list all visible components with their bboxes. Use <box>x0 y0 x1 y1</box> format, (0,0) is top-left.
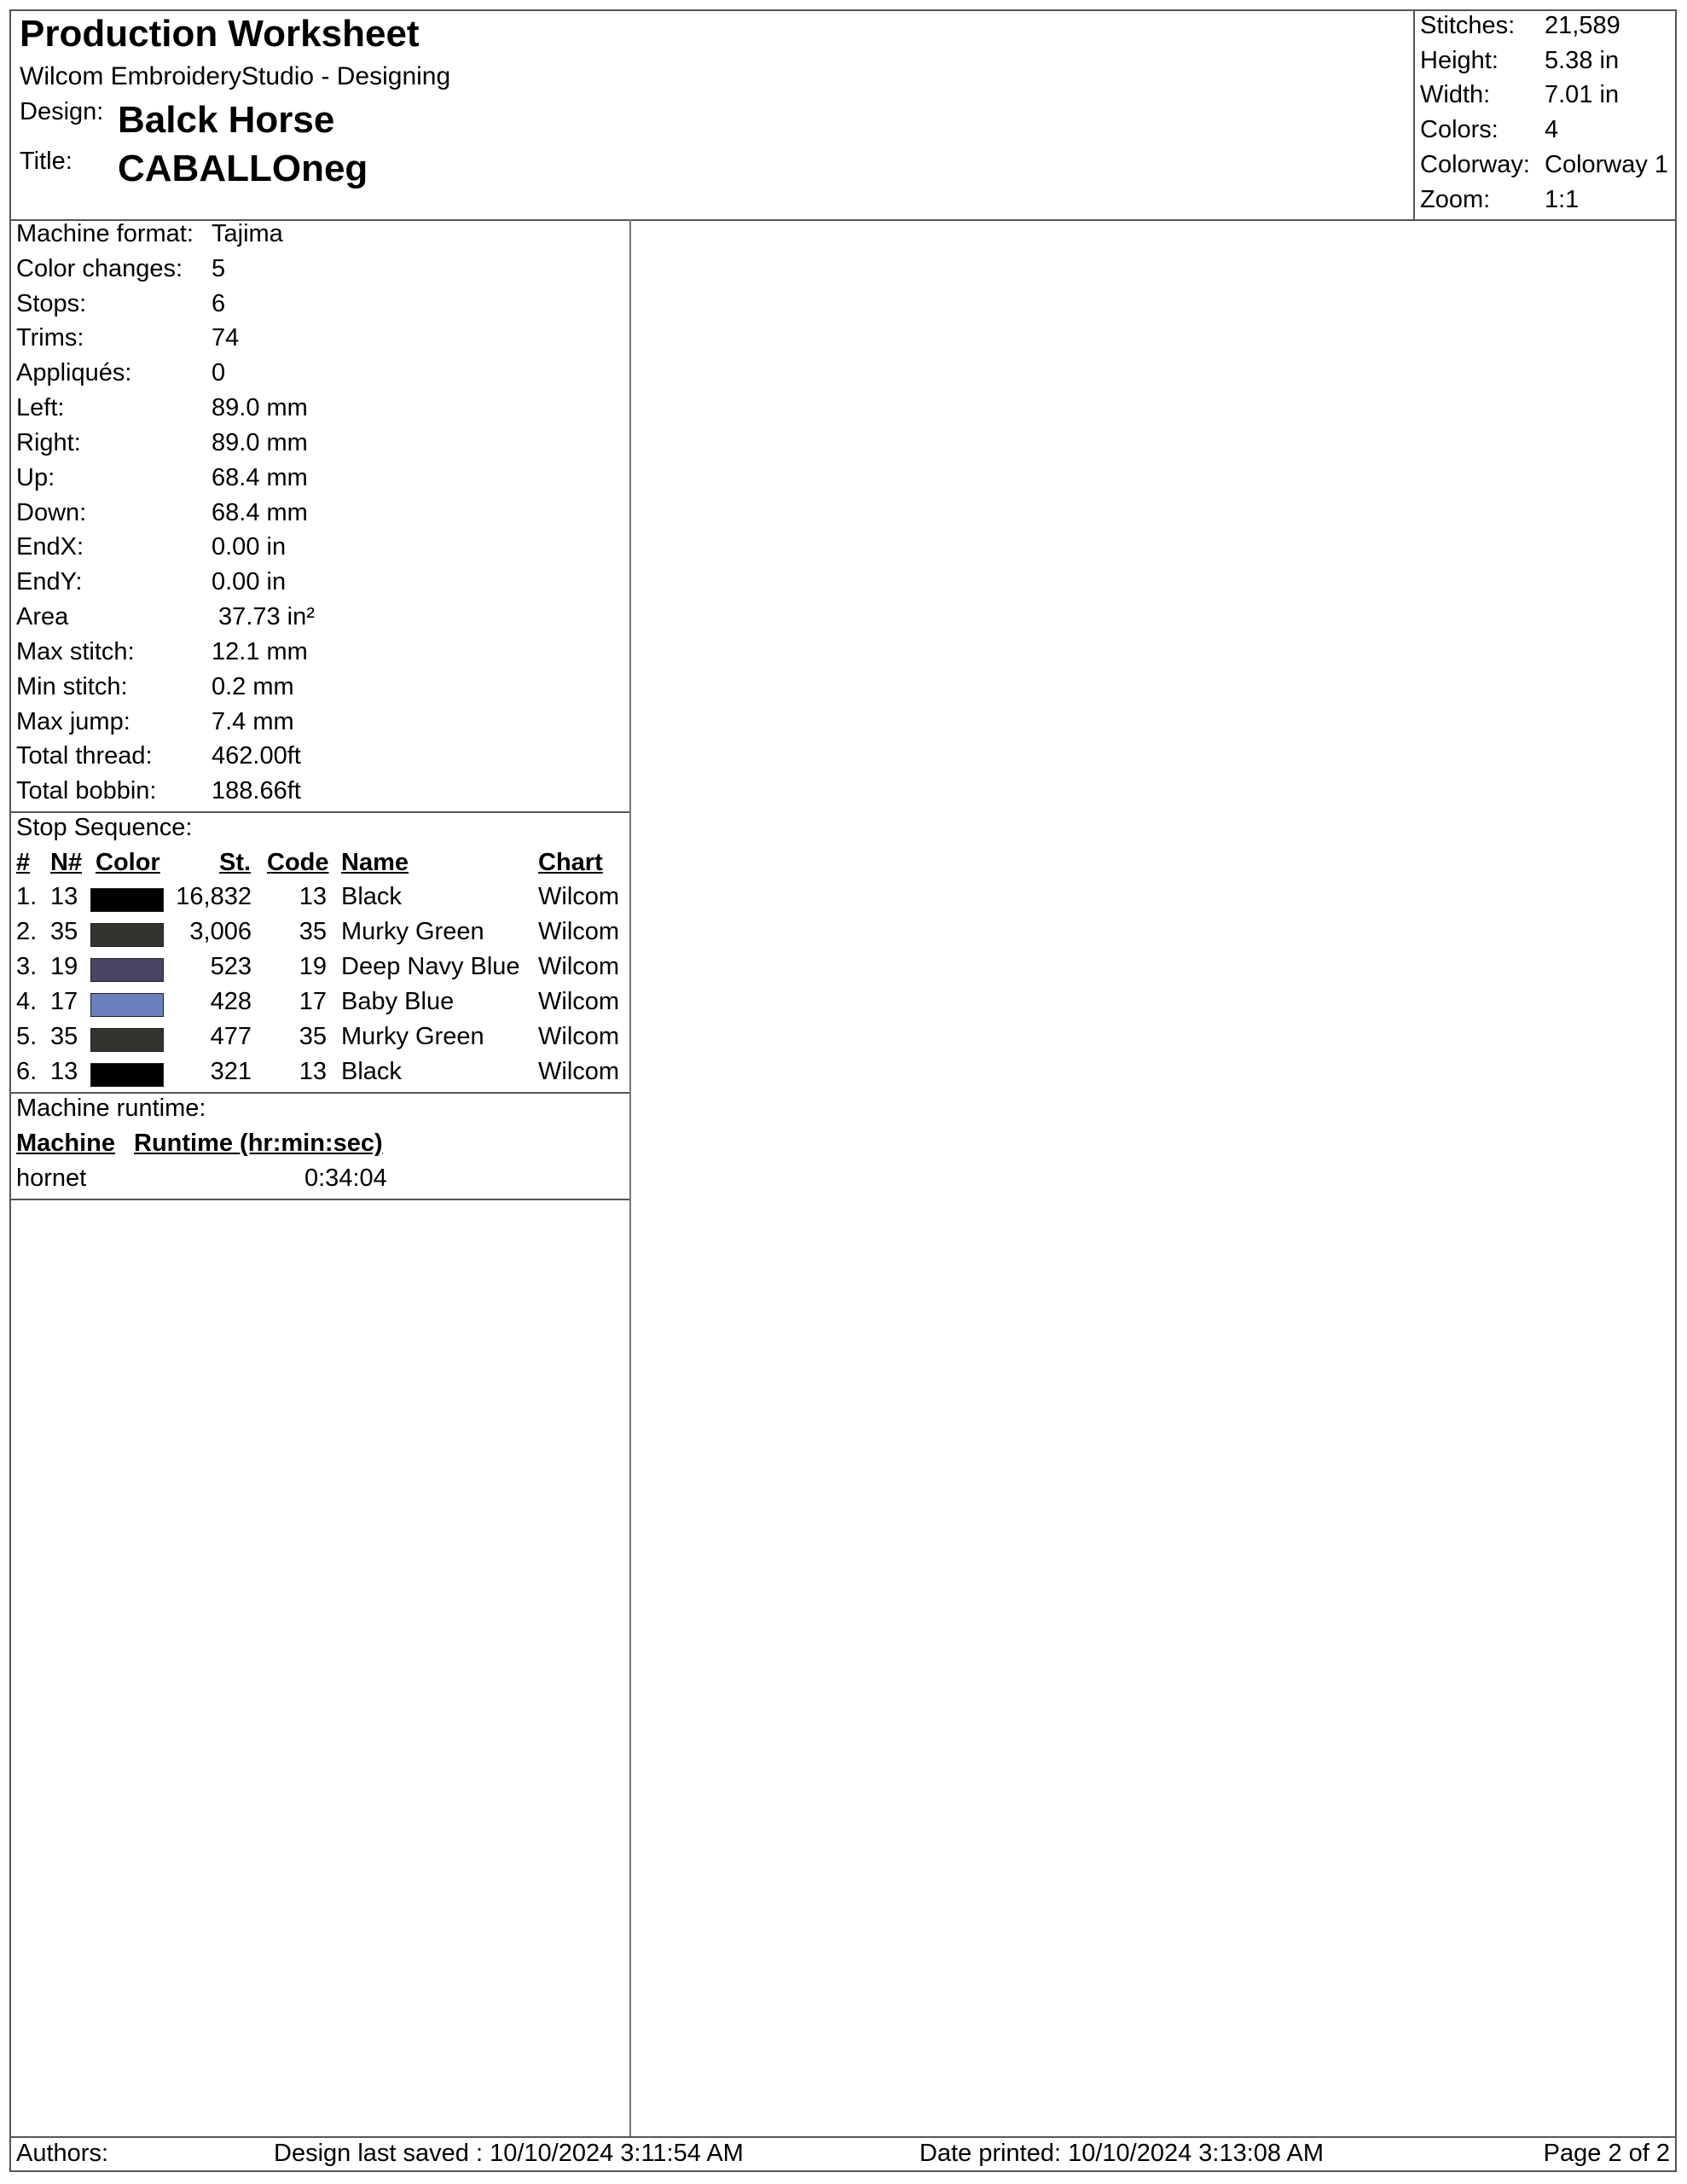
divider <box>11 1199 629 1200</box>
footer-authors: Authors: <box>16 2140 108 2167</box>
row-name: Black <box>341 883 402 910</box>
stat-value: 7.01 in <box>1545 81 1620 108</box>
info-value: 462.00ft <box>212 742 301 770</box>
info-value: 6 <box>212 290 226 317</box>
row-name: Murky Green <box>341 918 484 945</box>
row-n: 13 <box>50 1058 78 1085</box>
col-n: N# <box>50 849 83 876</box>
row-stitches: 523 <box>210 953 252 980</box>
footer-page-number: Page 2 of 2 <box>1543 2140 1670 2167</box>
divider <box>11 1092 629 1094</box>
row-name: Black <box>341 1058 402 1085</box>
info-value: Tajima <box>212 220 283 247</box>
info-value: 188.66ft <box>212 777 301 804</box>
runtime-machine: hornet <box>16 1165 87 1192</box>
stat-label: Colorway: <box>1420 151 1530 178</box>
info-value: 0.00 in <box>212 533 287 561</box>
row-stitches: 3,006 <box>189 918 252 945</box>
info-label: Trims: <box>16 324 84 351</box>
row-stitches: 16,832 <box>176 883 252 910</box>
info-value: 74 <box>212 324 240 351</box>
table-row <box>11 883 629 918</box>
info-value: 68.4 mm <box>212 499 308 526</box>
col-code: Code <box>267 849 329 876</box>
row-chart: Wilcom <box>538 1023 620 1050</box>
info-label: Right: <box>16 429 81 456</box>
row-n: 35 <box>50 1023 78 1050</box>
info-label: Max jump: <box>16 708 130 735</box>
row-code: 35 <box>299 1023 327 1050</box>
summary-stats <box>1413 11 1677 219</box>
runtime-value: 0:34:04 <box>304 1165 387 1192</box>
row-num: 6. <box>16 1058 38 1085</box>
stat-label: Height: <box>1420 47 1499 74</box>
info-label: Min stitch: <box>16 673 128 700</box>
row-stitches: 477 <box>210 1023 252 1050</box>
stat-value: 5.38 in <box>1545 47 1620 74</box>
info-value: 0.00 in <box>212 568 287 595</box>
row-code: 19 <box>299 953 327 980</box>
row-chart: Wilcom <box>538 918 620 945</box>
row-n: 13 <box>50 883 78 910</box>
row-stitches: 428 <box>210 988 252 1015</box>
info-label: Down: <box>16 499 87 526</box>
title-value: CABALLOneg <box>118 148 368 189</box>
row-name: Baby Blue <box>341 988 455 1015</box>
stat-label: Zoom: <box>1420 186 1491 213</box>
info-label: EndY: <box>16 568 83 595</box>
row-n: 19 <box>50 953 78 980</box>
table-row <box>11 918 629 953</box>
row-num: 3. <box>16 953 38 980</box>
row-n: 17 <box>50 988 78 1015</box>
stat-value: 1:1 <box>1545 186 1580 213</box>
stat-zoom <box>1415 186 1677 221</box>
stat-colorway <box>1415 151 1677 186</box>
row-chart: Wilcom <box>538 988 620 1015</box>
row-chart: Wilcom <box>538 953 620 980</box>
row-n: 35 <box>50 918 78 945</box>
info-label: EndX: <box>16 533 84 561</box>
info-label: Left: <box>16 394 65 421</box>
info-value: 5 <box>212 255 226 282</box>
info-value: 68.4 mm <box>212 464 308 491</box>
row-code: 35 <box>299 918 327 945</box>
row-code: 13 <box>299 883 327 910</box>
color-swatch <box>90 923 164 947</box>
info-label: Appliqués: <box>16 359 132 386</box>
row-stitches: 321 <box>210 1058 252 1085</box>
color-swatch <box>90 888 164 912</box>
table-row <box>11 953 629 988</box>
stat-label: Colors: <box>1420 116 1499 143</box>
info-label: Total thread: <box>16 742 153 770</box>
info-label: Area <box>16 603 69 630</box>
col-num: # <box>16 849 31 876</box>
stat-value: 4 <box>1545 116 1559 143</box>
stat-label: Stitches: <box>1420 12 1516 39</box>
stat-value: Colorway 1 <box>1545 151 1669 178</box>
footer-last-saved: Design last saved : 10/10/2024 3:11:54 AM <box>274 2140 744 2167</box>
info-value: 89.0 mm <box>212 429 308 456</box>
col-machine: Machine <box>16 1130 116 1157</box>
info-value: 0.2 mm <box>212 673 294 700</box>
color-swatch <box>90 993 164 1017</box>
row-num: 5. <box>16 1023 38 1050</box>
runtime-row <box>11 1165 629 1199</box>
worksheet-frame <box>9 9 1677 2172</box>
design-label: Design: <box>20 98 104 125</box>
table-row <box>11 1058 629 1093</box>
col-chart: Chart <box>538 849 603 876</box>
row-num: 1. <box>16 883 38 910</box>
col-name: Name <box>341 849 409 876</box>
col-color: Color <box>96 849 160 876</box>
page-title: Production Worksheet <box>20 13 420 55</box>
stat-height <box>1415 47 1677 82</box>
col-st: St. <box>219 849 252 876</box>
design-value: Balck Horse <box>118 99 335 141</box>
info-label: Total bobbin: <box>16 777 157 804</box>
info-label: Stops: <box>16 290 87 317</box>
table-row <box>11 988 629 1023</box>
info-label: Machine format: <box>16 220 194 247</box>
stat-width <box>1415 81 1677 116</box>
row-code: 13 <box>299 1058 327 1085</box>
row-code: 17 <box>299 988 327 1015</box>
divider <box>11 811 629 813</box>
info-value: 0 <box>212 359 226 386</box>
row-name: Murky Green <box>341 1023 484 1050</box>
stat-colors <box>1415 116 1677 151</box>
subtitle: Wilcom EmbroideryStudio - Designing <box>20 62 451 90</box>
stat-stitches <box>1415 12 1677 47</box>
row-chart: Wilcom <box>538 883 620 910</box>
title-label: Title: <box>20 148 72 175</box>
details-panel <box>11 219 631 2138</box>
footer-date-printed: Date printed: 10/10/2024 3:13:08 AM <box>919 2140 1325 2167</box>
color-swatch <box>90 958 164 982</box>
info-value: 89.0 mm <box>212 394 308 421</box>
machine-runtime-title: Machine runtime: <box>16 1095 206 1122</box>
info-value: 12.1 mm <box>212 638 308 665</box>
info-value: 7.4 mm <box>212 708 294 735</box>
color-swatch <box>90 1028 164 1052</box>
row-chart: Wilcom <box>538 1058 620 1085</box>
stat-label: Width: <box>1420 81 1491 108</box>
info-value: 37.73 in² <box>212 603 315 630</box>
stat-value: 21,589 <box>1545 12 1620 39</box>
col-runtime: Runtime (hr:min:sec) <box>134 1130 383 1157</box>
color-swatch <box>90 1063 164 1087</box>
stop-sequence-title: Stop Sequence: <box>16 814 193 841</box>
info-label: Color changes: <box>16 255 183 282</box>
table-row <box>11 1023 629 1058</box>
header <box>11 11 1675 221</box>
info-label: Up: <box>16 464 55 491</box>
row-name: Deep Navy Blue <box>341 953 520 980</box>
info-label: Max stitch: <box>16 638 135 665</box>
row-num: 2. <box>16 918 38 945</box>
footer <box>11 2136 1675 2170</box>
row-num: 4. <box>16 988 38 1015</box>
